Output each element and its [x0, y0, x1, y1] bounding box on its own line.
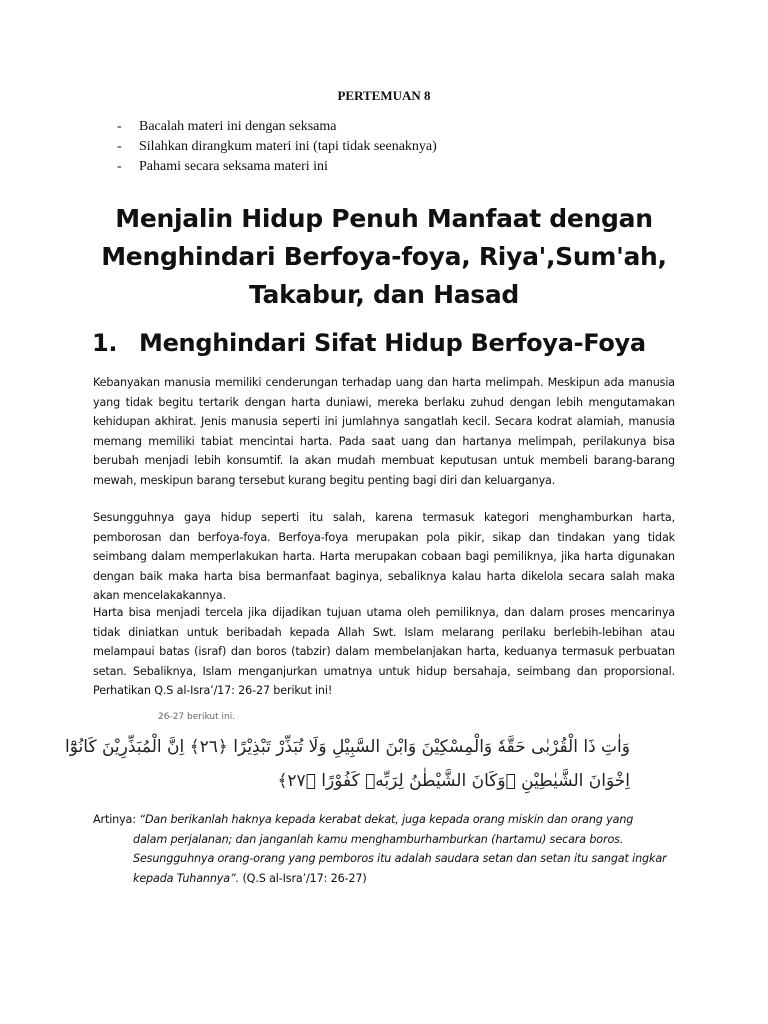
verse-translation: [93, 810, 675, 888]
section-heading: [92, 327, 646, 359]
body-paragraph: Harta bisa menjadi tercela jika dijadikan tujuan utama oleh pemiliknya, dan dalam proses mencarinya tidak diniatkan untuk beribadah kepada Allah Swt. Islam melarang perilaku berlebih-lebihan atau melampaui batas (israf) dan boros (tabzir) dalam membelanjakan harta, keduanya termasuk perbuatan setan. Sebaliknya, Islam menganjurkan umatnya untuk hidup bersahaja, seimbang dan proporsional. Perhatikan Q.S al-Isra’/17: 26-27 berikut ini!: [93, 606, 675, 698]
arabic-verse-line: اِخْوَانَ الشَّيٰطِيْنِ ۗوَكَانَ الشَّيْطٰنُ لِرَبِّهٖ كَفُوْرًا ﴿٢٧﴾: [277, 771, 630, 791]
instruction-text: Bacalah materi ini dengan seksama: [139, 119, 337, 134]
section-heading-text: Menghindari Sifat Hidup Berfoya-Foya: [139, 329, 646, 357]
instruction-item: [117, 157, 437, 177]
translation-line: kepada Tuhannya”.: [133, 871, 240, 885]
bullet-dash: -: [117, 119, 122, 134]
translation-label: Artinya:: [93, 813, 140, 826]
body-paragraph: Kebanyakan manusia memiliki cenderungan terhadap uang dan harta melimpah. Meskipun ada manusia yang tidak begitu tertarik dengan harta duniawi, mereka berlaku zuhud dengan lebih mengutamakan kehidupan akhirat. Jenis manusia seperti ini jumlahnya sangatlah kecil. Secara kodrat alamiah, manusia memang memiliki tabiat mencintai harta. Pada saat uang dan hartanya melimpah, perilakunya bisa berubah menjadi lebih konsumtif. Ia akan mudah membuat keputusan untuk membeli barang-barang mewah, meskipun barang tersebut kurang begitu penting bagi diri dan keluarganya.: [93, 376, 675, 487]
arabic-verse-line: وَاٰتِ ذَا الْقُرْبٰى حَقَّهٗ وَالْمِسْكِيْنَ وَابْنَ السَّبِيْلِ وَلَا تُبَذِّرْ تَبْذِيْرًا ﴿٢٦﴾ اِنَّ الْمُبَذِّرِيْنَ كَانُوْٓا: [65, 737, 630, 757]
translation-line: Sesungguhnya orang-orang yang pemboros itu adalah saudara setan dan setan itu sangat ingkar: [133, 852, 667, 866]
bullet-dash: -: [117, 159, 122, 174]
instruction-item: [117, 137, 437, 157]
instruction-text: Pahami secara seksama materi ini: [139, 159, 328, 174]
instruction-list: [117, 117, 437, 177]
bullet-dash: -: [117, 139, 122, 154]
meeting-title: PERTEMUAN 8: [337, 88, 431, 103]
main-title-line: Menjalin Hidup Penuh Manfaat dengan: [115, 204, 653, 233]
main-title: [60, 200, 708, 314]
instruction-item: [117, 117, 437, 137]
body-paragraph: Sesungguhnya gaya hidup seperti itu salah, karena termasuk kategori menghamburkan harta, pemborosan dan berfoya-foya. Berfoya-foya merupakan pola pikir, sikap dan tindakan yang tidak seimbang dalam memperlakukan harta. Harta merupakan cobaan bagi pemiliknya, jika harta digunakan dengan baik maka harta bisa bermanfaat baginya, sebaliknya kalau harta dikelola secara salah maka akan mencelakakannya.: [93, 511, 675, 603]
translation-line: dalam perjalanan; dan janganlah kamu menghamburhamburkan (hartamu) secara boros.: [133, 832, 624, 846]
main-title-line: Menghindari Berfoya-foya, Riya',Sum'ah,: [101, 242, 667, 271]
verse-reference: (Q.S al-Isra’/17: 26-27): [239, 871, 367, 885]
section-number: 1.: [92, 329, 118, 357]
instruction-text: Silahkan dirangkum materi ini (tapi tidak seenaknya): [139, 139, 437, 154]
main-title-line: Takabur, dan Hasad: [248, 280, 520, 309]
translation-line: “Dan berikanlah haknya kepada kerabat dekat, juga kepada orang miskin dan orang yang: [139, 813, 634, 826]
cropped-caption: 26-27 berikut ini.: [158, 712, 236, 722]
quran-verse-image: [65, 712, 630, 800]
